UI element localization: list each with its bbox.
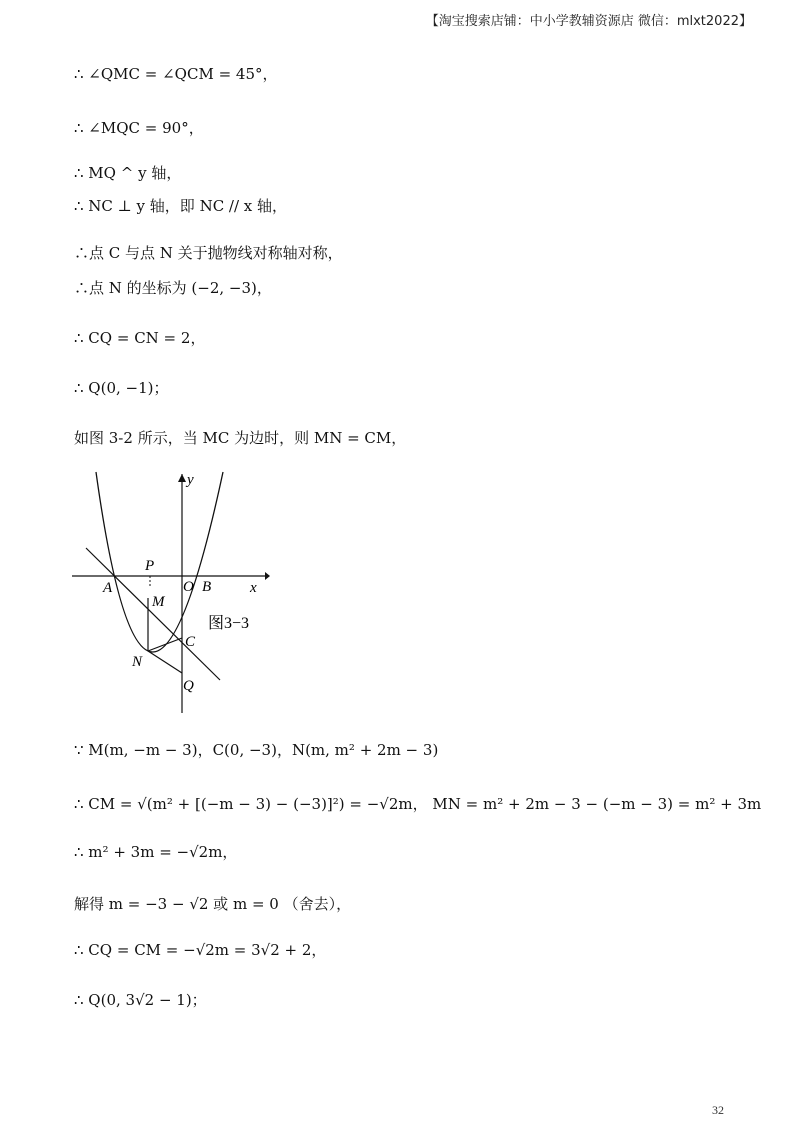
line-13: 解得 m = −3 − √2 或 m = 0 （舍去）， bbox=[74, 895, 352, 913]
geometry-figure bbox=[70, 468, 270, 718]
page-number: 32 bbox=[712, 1103, 724, 1117]
label-y: y bbox=[187, 472, 194, 488]
label-M: M bbox=[152, 594, 165, 610]
label-N: N bbox=[132, 654, 143, 670]
label-A: A bbox=[103, 580, 113, 596]
label-Q: Q bbox=[183, 678, 194, 694]
line-2: ∴ ∠MQC = 90°， bbox=[74, 119, 204, 137]
figure-caption: 图3−3 bbox=[208, 615, 250, 632]
line-12: ∴ m² + 3m = −√2m， bbox=[74, 843, 238, 861]
label-x: x bbox=[250, 580, 257, 596]
line-15: ∴ Q(0, 3√2 − 1)； bbox=[74, 991, 207, 1009]
line-4: ∴ NC ⊥ y 轴，即 NC // x 轴， bbox=[74, 197, 288, 215]
line-6: ∴点 N 的坐标为 (−2, −3)， bbox=[74, 279, 272, 297]
line-14: ∴ CQ = CM = −√2m = 3√2 + 2， bbox=[74, 941, 327, 959]
page-header: 【淘宝搜索店铺：中小学教辅资源店 微信：mlxt2022】 bbox=[425, 14, 752, 29]
line-9: 如图 3-2 所示，当 MC 为边时，则 MN = CM， bbox=[74, 429, 407, 447]
segment-NC bbox=[148, 638, 182, 651]
line-5: ∴点 C 与点 N 关于抛物线对称轴对称， bbox=[74, 244, 343, 262]
line-10: ∵ M(m, −m − 3)，C(0, −3)，N(m, m² + 2m − 3) bbox=[74, 741, 439, 759]
line-3: ∴ MQ ^ y 轴， bbox=[74, 164, 182, 182]
segment-NQ bbox=[148, 651, 182, 673]
line-11: ∴ CM = √(m² + [(−m − 3) − (−3)]²) = −√2m， MN = m² + 2m − 3 − (−m − 3) = m² + 3m bbox=[74, 795, 762, 813]
parabola-curve bbox=[96, 472, 223, 652]
line-8: ∴ Q(0, −1)； bbox=[74, 379, 169, 397]
label-O: O bbox=[183, 579, 194, 595]
line-7: ∴ CQ = CN = 2， bbox=[74, 329, 206, 347]
figure-svg bbox=[70, 468, 270, 718]
label-B: B bbox=[202, 579, 212, 595]
label-C: C bbox=[185, 634, 196, 650]
x-axis-arrow bbox=[265, 572, 270, 580]
label-P: P bbox=[145, 558, 155, 574]
y-axis-arrow bbox=[178, 474, 186, 482]
line-1: ∴ ∠QMC = ∠QCM = 45°， bbox=[74, 65, 278, 83]
